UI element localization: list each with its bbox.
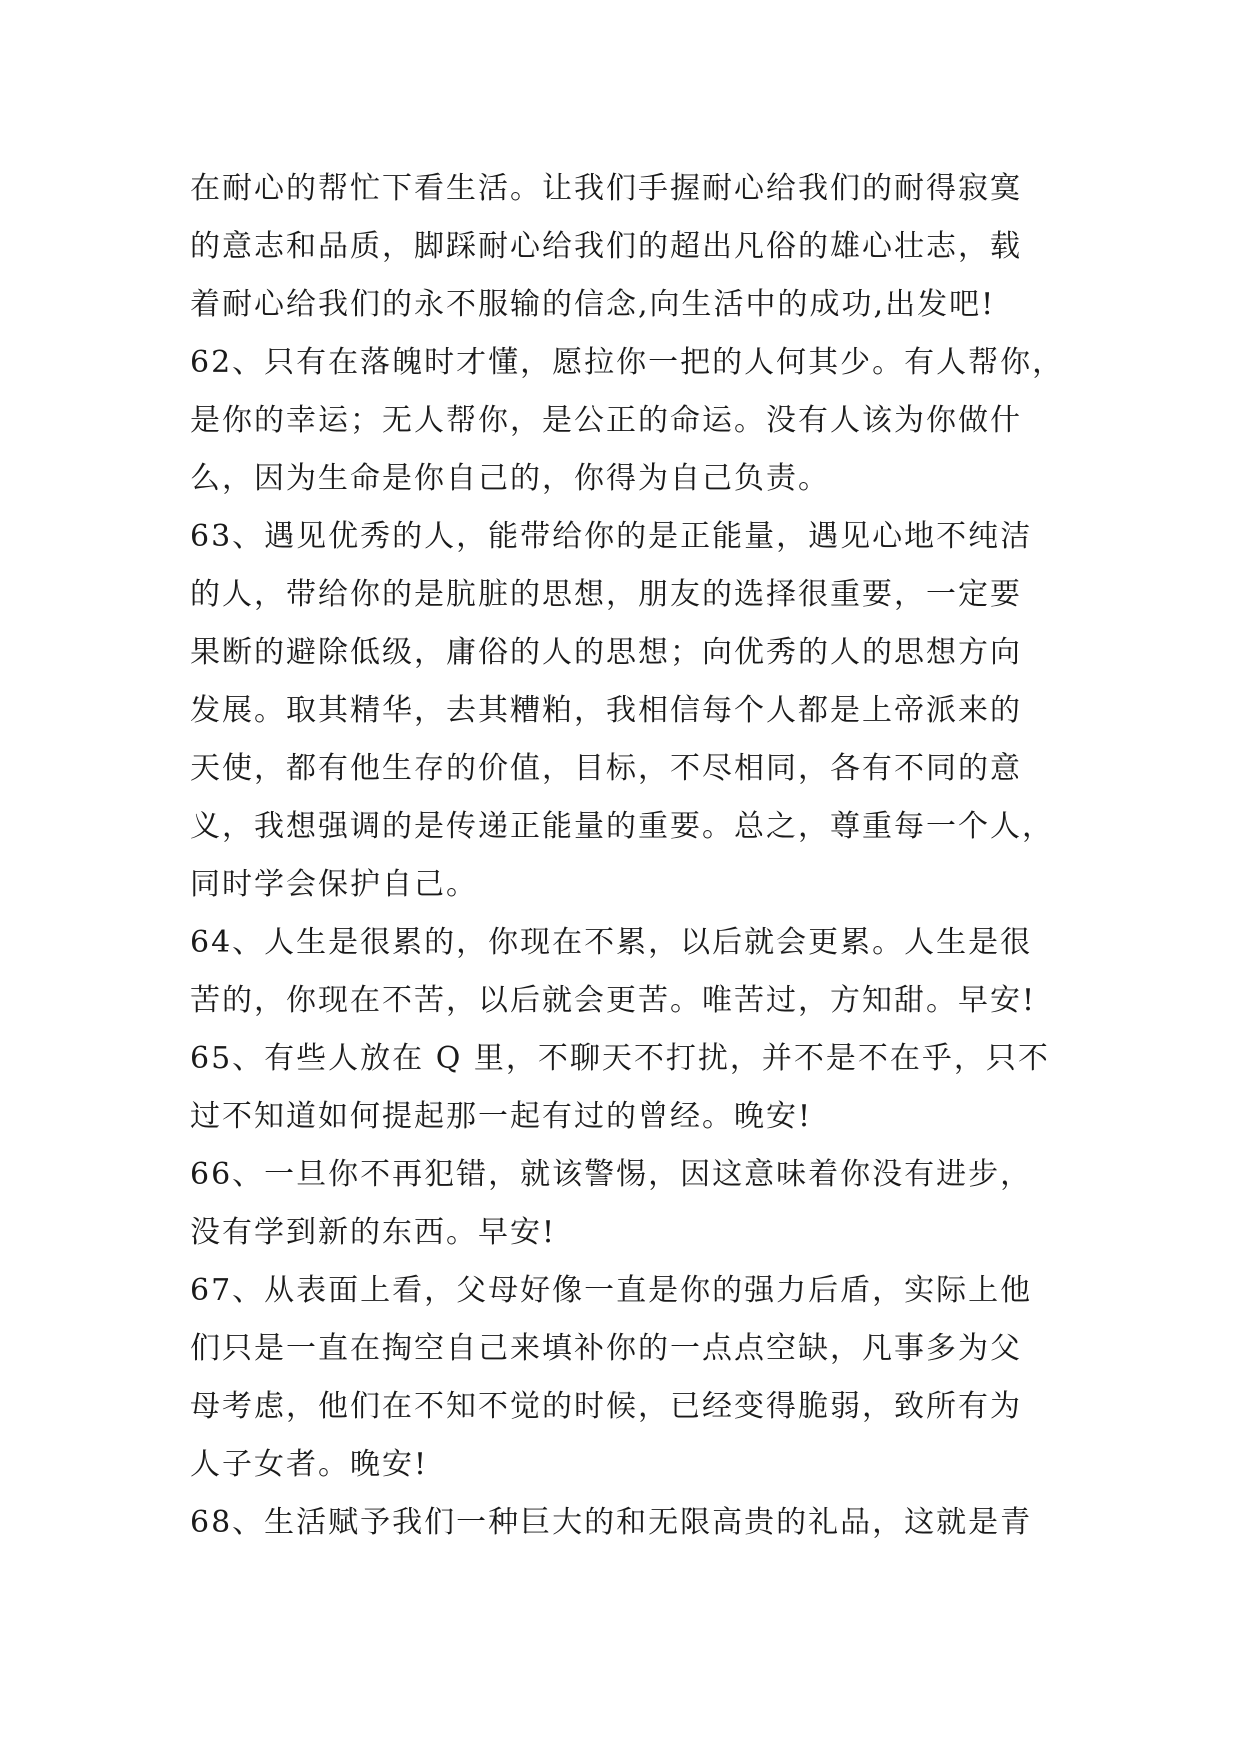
text-line: 67、从表面上看，父母好像一直是你的强力后盾，实际上他 [190,1273,1033,1308]
text-line: 64、人生是很累的，你现在不累，以后就会更累。人生是很 [190,925,1033,960]
text-line: 68、生活赋予我们一种巨大的和无限高贵的礼品，这就是青 [190,1505,1033,1540]
text-line: 62、只有在落魄时才懂，愿拉你一把的人何其少。有人帮你， [190,345,1065,380]
text-line: 没有学到新的东西。早安! [190,1215,557,1250]
text-line: 发展。取其精华，去其糟粕，我相信每个人都是上帝派来的 [190,693,1022,728]
text-line: 的人，带给你的是肮脏的思想，朋友的选择很重要，一定要 [190,577,1022,612]
text-line: 们只是一直在掏空自己来填补你的一点点空缺，凡事多为父 [190,1331,1022,1366]
text-line: 果断的避除低级，庸俗的人的思想；向优秀的人的思想方向 [190,635,1022,670]
text-line: 65、有些人放在 Q 里，不聊天不打扰，并不是不在乎，只不 [190,1041,1050,1076]
text-line: 着耐心给我们的永不服输的信念,向生活中的成功,出发吧! [190,287,996,322]
text-line: 天使，都有他生存的价值，目标，不尽相同，各有不同的意 [190,751,1022,786]
text-line: 66、一旦你不再犯错，就该警惕，因这意味着你没有进步， [190,1157,1033,1192]
text-line: 是你的幸运；无人帮你，是公正的命运。没有人该为你做什 [190,403,1022,438]
text-line: 人子女者。晚安! [190,1447,429,1482]
text-line: 苦的，你现在不苦，以后就会更苦。唯苦过，方知甜。早安! [190,983,1037,1018]
text-line: 的意志和品质，脚踩耐心给我们的超出凡俗的雄心壮志，载 [190,229,1022,264]
text-line: 母考虑，他们在不知不觉的时候，已经变得脆弱，致所有为 [190,1389,1022,1424]
text-line: 过不知道如何提起那一起有过的曾经。晚安! [190,1099,813,1134]
text-line: 么，因为生命是你自己的，你得为自己负责。 [190,461,830,496]
text-line: 63、遇见优秀的人，能带给你的是正能量，遇见心地不纯洁 [190,519,1033,554]
text-line: 同时学会保护自己。 [190,867,478,902]
text-line: 在耐心的帮忙下看生活。让我们手握耐心给我们的耐得寂寞 [190,171,1022,206]
document-body [190,160,1065,1552]
text-line: 义，我想强调的是传递正能量的重要。总之，尊重每一个人， [190,809,1054,844]
